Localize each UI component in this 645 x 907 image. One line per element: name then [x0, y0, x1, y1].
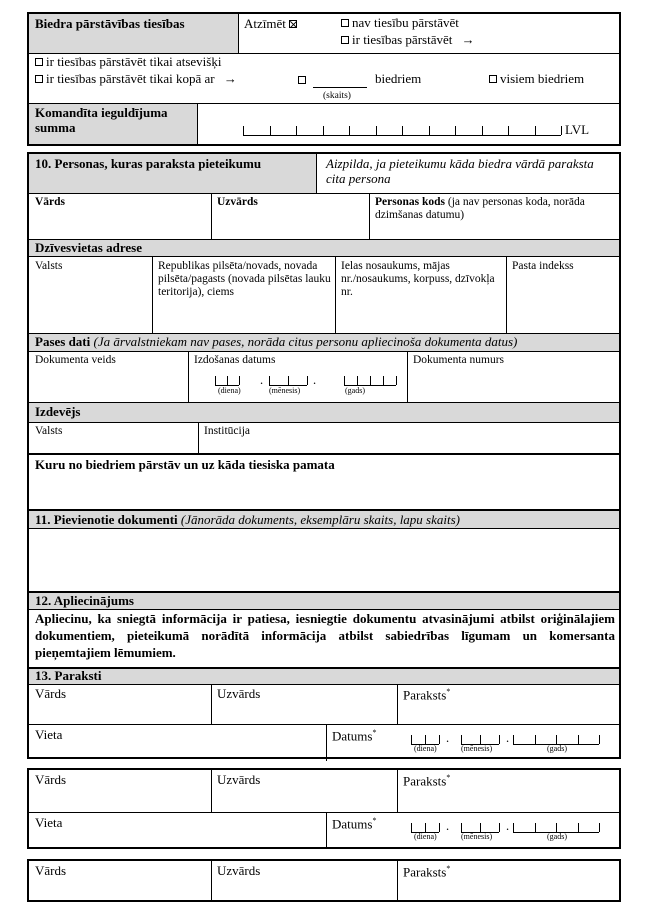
postal-label: Pasta indekss — [512, 260, 574, 272]
member-rights-block — [27, 12, 621, 146]
digit-tick — [461, 735, 462, 744]
digit-tick — [556, 735, 557, 744]
digit-tick — [288, 376, 289, 385]
option-all-members[interactable]: visiem biedriem — [489, 72, 584, 87]
issue-month-field[interactable] — [269, 374, 307, 386]
digit-tick — [578, 823, 579, 832]
date-dot: . — [506, 819, 510, 833]
digit-tick — [561, 126, 562, 135]
digit-tick — [323, 126, 324, 135]
digit-tick — [578, 735, 579, 744]
doc-type-label: Dokumenta veids — [35, 354, 116, 366]
digit-tick — [480, 823, 481, 832]
checkbox-icon[interactable] — [341, 19, 349, 27]
sig-date-label: Datums* — [332, 728, 377, 744]
sig-name-label: Vārds — [35, 772, 67, 787]
contribution-title: Komandīta ieguldījuma summa — [35, 105, 168, 135]
sig-signature-label: Paraksts* — [403, 687, 451, 703]
arrow-right-icon: → — [461, 32, 475, 47]
surname-label: Uzvārds — [217, 196, 258, 208]
digit-tick — [429, 126, 430, 135]
sig-surname-label: Uzvārds — [217, 772, 261, 787]
checkbox-icon[interactable] — [35, 75, 43, 83]
digit-tick — [499, 823, 500, 832]
sig-name-label: Vārds — [35, 686, 67, 701]
mark-label: Atzīmēt — [244, 17, 300, 32]
sig-name-label: Vārds — [35, 863, 67, 878]
day-hint: (diena) — [218, 386, 241, 395]
year-hint: (gads) — [345, 386, 365, 395]
checkbox-icon[interactable] — [489, 75, 497, 83]
digit-tick — [461, 823, 462, 832]
issuer-country-label: Valsts — [35, 425, 63, 437]
section13-title: 13. Paraksti — [35, 668, 102, 683]
digit-tick — [480, 735, 481, 744]
institution-label: Institūcija — [204, 425, 250, 437]
day-hint: (diena) — [414, 744, 437, 753]
digit-tick — [376, 126, 377, 135]
date-dot: . — [446, 731, 450, 745]
digit-tick — [439, 735, 440, 744]
option-has-rights[interactable]: ir tiesības pārstāvēt → — [341, 33, 475, 48]
month-hint: (mēnesis) — [461, 832, 493, 841]
day-hint: (diena) — [414, 832, 437, 841]
option-separately[interactable]: ir tiesības pārstāvēt tikai atsevišķi — [35, 55, 221, 70]
digit-tick — [513, 735, 514, 744]
issuer-title: Izdevējs — [35, 404, 81, 419]
digit-tick — [396, 376, 397, 385]
digit-tick — [599, 735, 600, 744]
section12-title: 12. Apliecinājums — [35, 593, 134, 608]
digit-tick — [370, 376, 371, 385]
digit-tick — [535, 735, 536, 744]
address-title: Dzīvesvietas adrese — [35, 240, 142, 255]
sig-place-label: Vieta — [35, 727, 63, 742]
personal-code-label: Personas kods (ja nav personas koda, norāda dzimšanas datumu) — [375, 196, 585, 222]
digit-tick — [402, 126, 403, 135]
digit-tick — [307, 376, 308, 385]
section10-note: Aizpilda, ja pieteikumu kāda biedra vārdā paraksta cita persona — [326, 156, 594, 186]
passport-title: Pases dati (Ja ārvalstniekam nav pases, norāda citus personu apliecinoša dokumenta datus) — [35, 334, 518, 349]
sig-surname-label: Uzvārds — [217, 863, 261, 878]
digit-tick — [215, 376, 216, 385]
month-hint: (mēnesis) — [269, 386, 301, 395]
city-label: Republikas pilsēta/novads, novada pilsēta/pagasts (novada pilsētas lauku teritorija), ciems — [158, 260, 331, 299]
checkbox-icon[interactable] — [35, 58, 43, 66]
date-dot: . — [446, 819, 450, 833]
checkbox-icon[interactable] — [341, 36, 349, 44]
digit-tick — [425, 735, 426, 744]
digit-tick — [239, 376, 240, 385]
sig-signature-label: Paraksts* — [403, 773, 451, 789]
digit-tick — [383, 376, 384, 385]
digit-tick — [535, 126, 536, 135]
digit-tick — [482, 126, 483, 135]
year-hint: (gads) — [547, 832, 567, 841]
members-word: biedriem — [375, 71, 422, 86]
count-hint: (skaits) — [323, 91, 351, 101]
digit-tick — [455, 126, 456, 135]
digit-tick — [243, 126, 244, 135]
option-no-rights[interactable]: nav tiesību pārstāvēt — [341, 16, 459, 31]
sig-place-label: Vieta — [35, 815, 63, 830]
sig-signature-label: Paraksts* — [403, 864, 451, 880]
doc-number-label: Dokumenta numurs — [413, 354, 505, 366]
year-hint: (gads) — [547, 744, 567, 753]
street-label: Ielas nosaukums, mājas nr./nosaukums, korpuss, dzīvokļa nr. — [341, 260, 495, 299]
issue-year-field[interactable] — [344, 374, 396, 386]
arrow-right-icon: → — [223, 71, 237, 86]
digit-tick — [296, 126, 297, 135]
digit-tick — [599, 823, 600, 832]
issue-day-field[interactable] — [215, 374, 239, 386]
digit-tick — [508, 126, 509, 135]
month-hint: (mēnesis) — [461, 744, 493, 753]
member-count-field[interactable] — [313, 87, 367, 88]
digit-tick — [411, 735, 412, 744]
date-dot: . — [313, 373, 317, 387]
digit-tick — [357, 376, 358, 385]
date-dot: . — [260, 373, 264, 387]
section10-title: 10. Personas, kuras paraksta pieteikumu — [35, 156, 262, 171]
mark-checked-icon — [289, 20, 297, 28]
represent-title: Kuru no biedriem pārstāv un uz kāda tiesiska pamata — [35, 457, 335, 472]
digit-tick — [499, 735, 500, 744]
digit-tick — [513, 823, 514, 832]
digit-tick — [425, 823, 426, 832]
contribution-amount-field[interactable] — [243, 124, 561, 136]
name-label: Vārds — [35, 196, 66, 208]
sig-surname-label: Uzvārds — [217, 686, 261, 701]
main-form-block — [27, 152, 621, 759]
digit-tick — [349, 126, 350, 135]
checkbox-icon[interactable] — [298, 76, 306, 84]
option-jointly[interactable]: ir tiesības pārstāvēt tikai kopā ar → — [35, 72, 237, 87]
digit-tick — [344, 376, 345, 385]
member-rights-title: Biedra pārstāvības tiesības — [35, 16, 185, 31]
signature-block-2 — [27, 768, 621, 849]
country-label: Valsts — [35, 260, 63, 272]
issue-date-label: Izdošanas datums — [194, 354, 276, 366]
digit-tick — [556, 823, 557, 832]
sig-date-label: Datums* — [332, 816, 377, 832]
section11-title: 11. Pievienotie dokumenti (Jānorāda dokuments, eksemplāru skaits, lapu skaits) — [35, 512, 460, 527]
digit-tick — [269, 376, 270, 385]
digit-tick — [535, 823, 536, 832]
digit-tick — [270, 126, 271, 135]
digit-tick — [411, 823, 412, 832]
digit-tick — [439, 823, 440, 832]
date-dot: . — [506, 731, 510, 745]
currency-label: LVL — [565, 122, 590, 137]
declaration-text: Apliecinu, ka sniegtā informācija ir patiesa, iesniegtie dokumentu atvasinājumi atbilst oriģinālajiem dokumentiem, pieteikumā norādītā informācija atbilst sabiedrības līgumam un komersanta pieņemtajiem lēmumiem. — [35, 611, 615, 660]
digit-tick — [227, 376, 228, 385]
signature-block-3 — [27, 859, 621, 902]
